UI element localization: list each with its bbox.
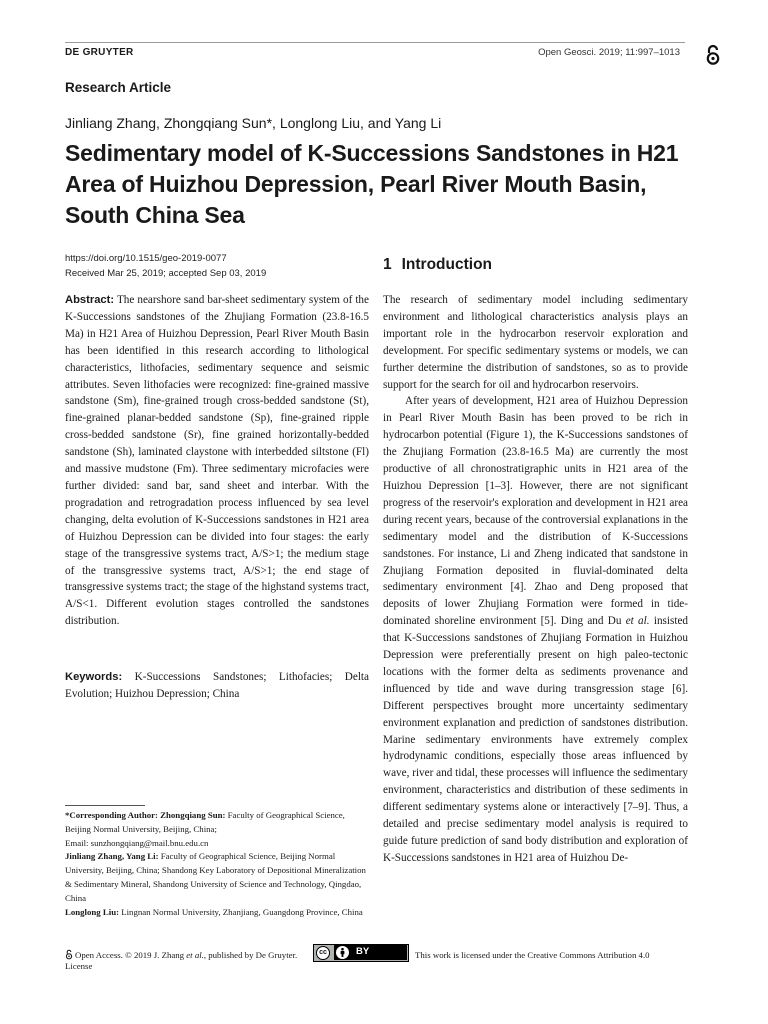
copyright-line bbox=[75, 950, 297, 960]
paragraph-text: insisted that K-Successions sandstones of Zhujiang Formation in Huizhou Depression were preferentially present on high paleo-tectonic locations with the former delta as sediments provenance and influenced by tide and wave during transgression stage [6]. Different perspectives brought more uncertainty sedimentary environment explanation and prediction of sandstones distribution. Marine sedimentary environments have extremely complex hydrodynamic conditions, especially those areas influenced by wave, river and tidal, these processes will influence the sedimentary environment, characteristics and distribution of these sediments in different sedimentary systems alone or interactively [7–9]. Thus, a detailed and precise sedimentary model analysis is required to guide future prediction of sand body distribution and exploration of K-Successions sandstones in H21 area of Huizhou De- bbox=[383, 615, 689, 864]
publisher-text: , published by De Gruyter. bbox=[203, 950, 298, 960]
doi-link[interactable]: https://doi.org/10.1515/geo-2019-0077 bbox=[65, 253, 227, 264]
header-rule bbox=[65, 42, 685, 43]
creative-commons-icon: cc bbox=[316, 946, 330, 960]
section-number: 1 bbox=[383, 256, 392, 273]
section-heading-introduction bbox=[383, 256, 492, 274]
affiliation-note-2 bbox=[65, 906, 371, 920]
corresponding-author-note bbox=[65, 809, 371, 837]
corr-author-label: *Corresponding Author: Zhongqiang Sun: bbox=[65, 810, 226, 820]
etal-text: et al. bbox=[625, 615, 650, 628]
corr-author-email[interactable]: Email: sunzhongqiang@mail.bnu.edu.cn bbox=[65, 837, 209, 848]
license-statement: This work is licensed under the Creative Commons Attribution 4.0 bbox=[415, 950, 650, 960]
section-title: Introduction bbox=[401, 256, 493, 273]
article-meta bbox=[65, 251, 266, 281]
open-access-icon bbox=[704, 44, 722, 66]
abstract-text: The nearshore sand bar-sheet sedimentary system of the K-Successions sandstones of the Zhujiang Formation (23.8-16.5 Ma) in H21 Area of Huizhou Depression, Pearl River Mouth Basin has been identified in this research according to lithological characteristics, lithofacies, sedimentary sequence and seismic attributes. Seven lithofacies were recognized: fine-grained massive sandstone (Sm), fine-grained trough cross-bedded sandstone (St), fine-grained planar-bedded sandstone (Sp), fine-grained ripple cross-bedded sandstone (Sr), fine grained horizontally-bedded sandstone (Sh), laminated claystone with interbedded siltstone (Fl) and massive mudstone (Fm). Three sedimentary microfacies were further divided: sand bar, sand sheet and interbar. With the progradation and retrogradation process influenced by sea level changing, delta evolution of K-Successions sandstones in H21 area of Huizhou Depression can be divided into four stages: the early stage of the transgressive systems tract, A/S>1; the medium stage of the transgressive systems tract, A/S>1; the end stage of transgressive systems tract; the stage of the highstand systems tract, A/S<1. Different evolution stages controlled the sandstones distribution. bbox=[65, 294, 369, 628]
abstract bbox=[65, 292, 369, 630]
page-footer bbox=[65, 944, 705, 974]
keywords-label: Keywords: bbox=[65, 671, 123, 683]
paragraph bbox=[383, 393, 688, 866]
aff2-text: Lingnan Normal University, Zhanjiang, Guangdong Province, China bbox=[121, 906, 363, 917]
corr-author-affiliation: Faculty of Geographical Science, Beijing Normal University, Beijing, China; bbox=[65, 810, 345, 834]
paragraph: The research of sedimentary model including sedimentary environment and lithological characteristics analysis plays an important role in the hydrocarbon reservoir exploration and development. For specific sedimentary systems or models, we can further determine the distribution of sandstones, so as to provide support for the search for oil and hydrocarbon reservoirs. bbox=[383, 294, 688, 391]
footnote-rule bbox=[65, 805, 145, 806]
aff1-label: Jinliang Zhang, Yang Li: bbox=[65, 851, 159, 862]
article-type: Research Article bbox=[65, 80, 172, 95]
keywords bbox=[65, 669, 369, 703]
introduction-body bbox=[383, 292, 688, 867]
cc-by-license-badge[interactable] bbox=[313, 944, 409, 962]
author-footnotes bbox=[65, 809, 371, 919]
aff1-text: Faculty of Geographical Science, Beijing Normal University, Beijing, China; Shandong Key Laboratory of Depositional Mineralization & Sedimentary Mineral, Shandong University of Science and Technology, Qingdao, China bbox=[65, 851, 366, 903]
keywords-text: K-Successions Sandstones; Lithofacies; Delta Evolution; Huizhou Depression; China bbox=[65, 671, 369, 700]
paragraph-text: After years of development, H21 area of Huizhou Depression in Pearl River Mouth Basin has been proved to be rich in hydrocarbon potential (Figure 1), the K-Successions sandstones of the Zhujiang Formation (23.8-16.5 Ma) are currently the most productive of all chronostratigraphic units in H21 area of the Huizhou Depression [1–3]. However, there are not significant progress of the reservoir's exploration and development in H21 area during recent years, because of the controversial explanations in the sedimentary model and the distribution of K-Successions sandstones. For instance, Li and Zheng indicated that sandstone in Zhujiang Formation deposited in fluvial-dominated delta sedimentary environment [4]. Zhao and Deng proposed that deposits of lower Zhujiang Formation were formed in tide-dominated shoreline environment [5]. Ding and Du bbox=[383, 395, 688, 628]
license-word: License bbox=[65, 961, 93, 971]
affiliation-note-1 bbox=[65, 850, 371, 905]
journal-reference: Open Geosci. 2019; 11:997–1013 bbox=[538, 47, 680, 58]
by-label: BY bbox=[356, 946, 370, 957]
badge-black-panel bbox=[334, 945, 407, 960]
abstract-label: Abstract: bbox=[65, 294, 115, 306]
author-list: Jinliang Zhang, Zhongqiang Sun*, Longlong Liu, and Yang Li bbox=[65, 115, 442, 131]
publisher-name: DE GRUYTER bbox=[65, 47, 134, 58]
open-access-text: Open Access. © 2019 J. Zhang bbox=[75, 950, 185, 960]
open-access-icon bbox=[65, 949, 73, 960]
attribution-icon bbox=[336, 946, 349, 959]
received-date: Received Mar 25, 2019; accepted Sep 03, 2019 bbox=[65, 268, 267, 279]
article-title: Sedimentary model of K-Successions Sandstones in H21 Area of Huizhou Depression, Pearl River Mouth Basin, South China Sea bbox=[65, 140, 679, 228]
aff2-label: Longlong Liu: bbox=[65, 906, 120, 917]
etal-text: et al. bbox=[186, 950, 204, 960]
